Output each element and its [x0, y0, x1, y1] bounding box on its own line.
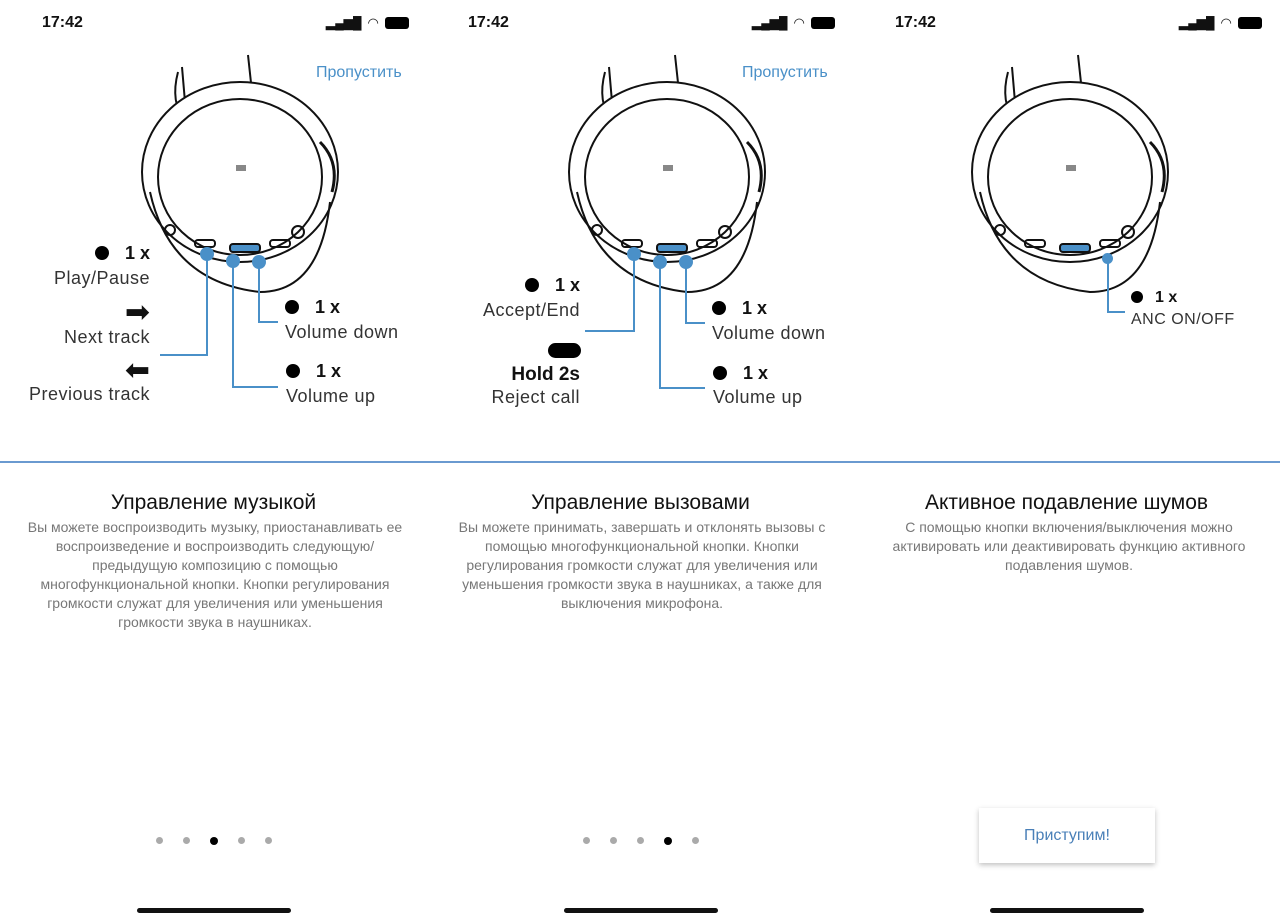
anc-button-marker	[1102, 253, 1113, 264]
previous-track-label: Previous track	[28, 384, 150, 404]
page-title: Активное подавление шумов	[924, 491, 1209, 514]
play-pause-label: Play/Pause	[53, 268, 150, 288]
hold-label: Hold 2s	[511, 364, 580, 385]
press-count: 1 x	[712, 298, 767, 319]
wifi-icon: ◠	[367, 15, 379, 30]
signal-icon: ▂▄▆█	[326, 16, 362, 30]
status-time: 17:42	[468, 14, 509, 31]
skip-link[interactable]: Пропустить	[316, 64, 402, 81]
headphone-illustration	[970, 52, 1170, 297]
page-title: Управление музыкой	[110, 491, 317, 514]
press-count: 1 x	[713, 363, 768, 384]
multifunction-button-marker	[200, 247, 214, 261]
press-count: 1 x	[285, 297, 340, 318]
divider	[0, 461, 1280, 463]
status-icons	[752, 15, 835, 31]
volume-down-marker	[679, 255, 693, 269]
press-count: 1 x	[286, 361, 341, 382]
hold-pill-icon	[548, 343, 581, 358]
home-indicator[interactable]	[564, 908, 718, 913]
volume-down-label: Volume down	[285, 322, 399, 342]
page-description: С помощью кнопки включения/выключения можно активировать или деактивировать функцию активного подавления шумов.	[892, 519, 1246, 573]
status-icons	[1179, 15, 1262, 31]
accept-end-label: Accept/End	[482, 300, 580, 320]
wifi-icon: ◠	[793, 15, 805, 30]
signal-icon: ▂▄▆█	[1179, 16, 1215, 30]
page-indicator[interactable]	[583, 837, 699, 845]
reject-call-label: Reject call	[491, 387, 580, 407]
start-button[interactable]: Приступим!	[979, 808, 1155, 863]
volume-up-marker	[653, 255, 667, 269]
skip-link[interactable]: Пропустить	[742, 64, 828, 81]
anc-label: ANC ON/OFF	[1131, 311, 1235, 328]
volume-down-label: Volume down	[712, 323, 826, 343]
page-description: Вы можете принимать, завершать и отклонять вызовы с помощью многофункциональной кнопки. Кнопки регулирования громкости служат для увеличения или уменьшения громкости звука в наушниках, а также для выключения микрофона.	[458, 519, 826, 611]
home-indicator[interactable]	[990, 908, 1144, 913]
arrow-right-icon: ➡	[124, 296, 150, 329]
battery-icon	[385, 17, 409, 29]
press-count: 1 x	[525, 275, 580, 296]
press-count: 1 x	[95, 243, 150, 264]
next-track-label: Next track	[63, 327, 150, 347]
wifi-icon: ◠	[1220, 15, 1232, 30]
page-description: Вы можете воспроизводить музыку, приостанавливать ее воспроизведение и воспроизводить следующую/предыдущую композицию с помощью многофункциональной кнопки. Кнопки регулирования громкости служат для увеличения или уменьшения громкости звука в наушниках.	[27, 519, 403, 630]
volume-up-label: Volume up	[713, 387, 803, 407]
home-indicator[interactable]	[137, 908, 291, 913]
status-time: 17:42	[895, 14, 936, 31]
signal-icon: ▂▄▆█	[752, 16, 788, 30]
page-title: Управление вызовами	[531, 491, 750, 514]
press-count: 1 x	[1131, 289, 1177, 307]
status-icons	[326, 15, 409, 31]
headphone-illustration	[140, 52, 340, 297]
battery-icon	[811, 17, 835, 29]
volume-down-marker	[252, 255, 266, 269]
arrow-left-icon: ⬅	[124, 354, 150, 387]
volume-up-marker	[226, 254, 240, 268]
battery-icon	[1238, 17, 1262, 29]
multifunction-button-marker	[627, 247, 641, 261]
headphone-illustration	[567, 52, 767, 297]
page-indicator[interactable]	[156, 837, 272, 845]
status-time: 17:42	[42, 14, 83, 31]
volume-up-label: Volume up	[286, 386, 376, 406]
